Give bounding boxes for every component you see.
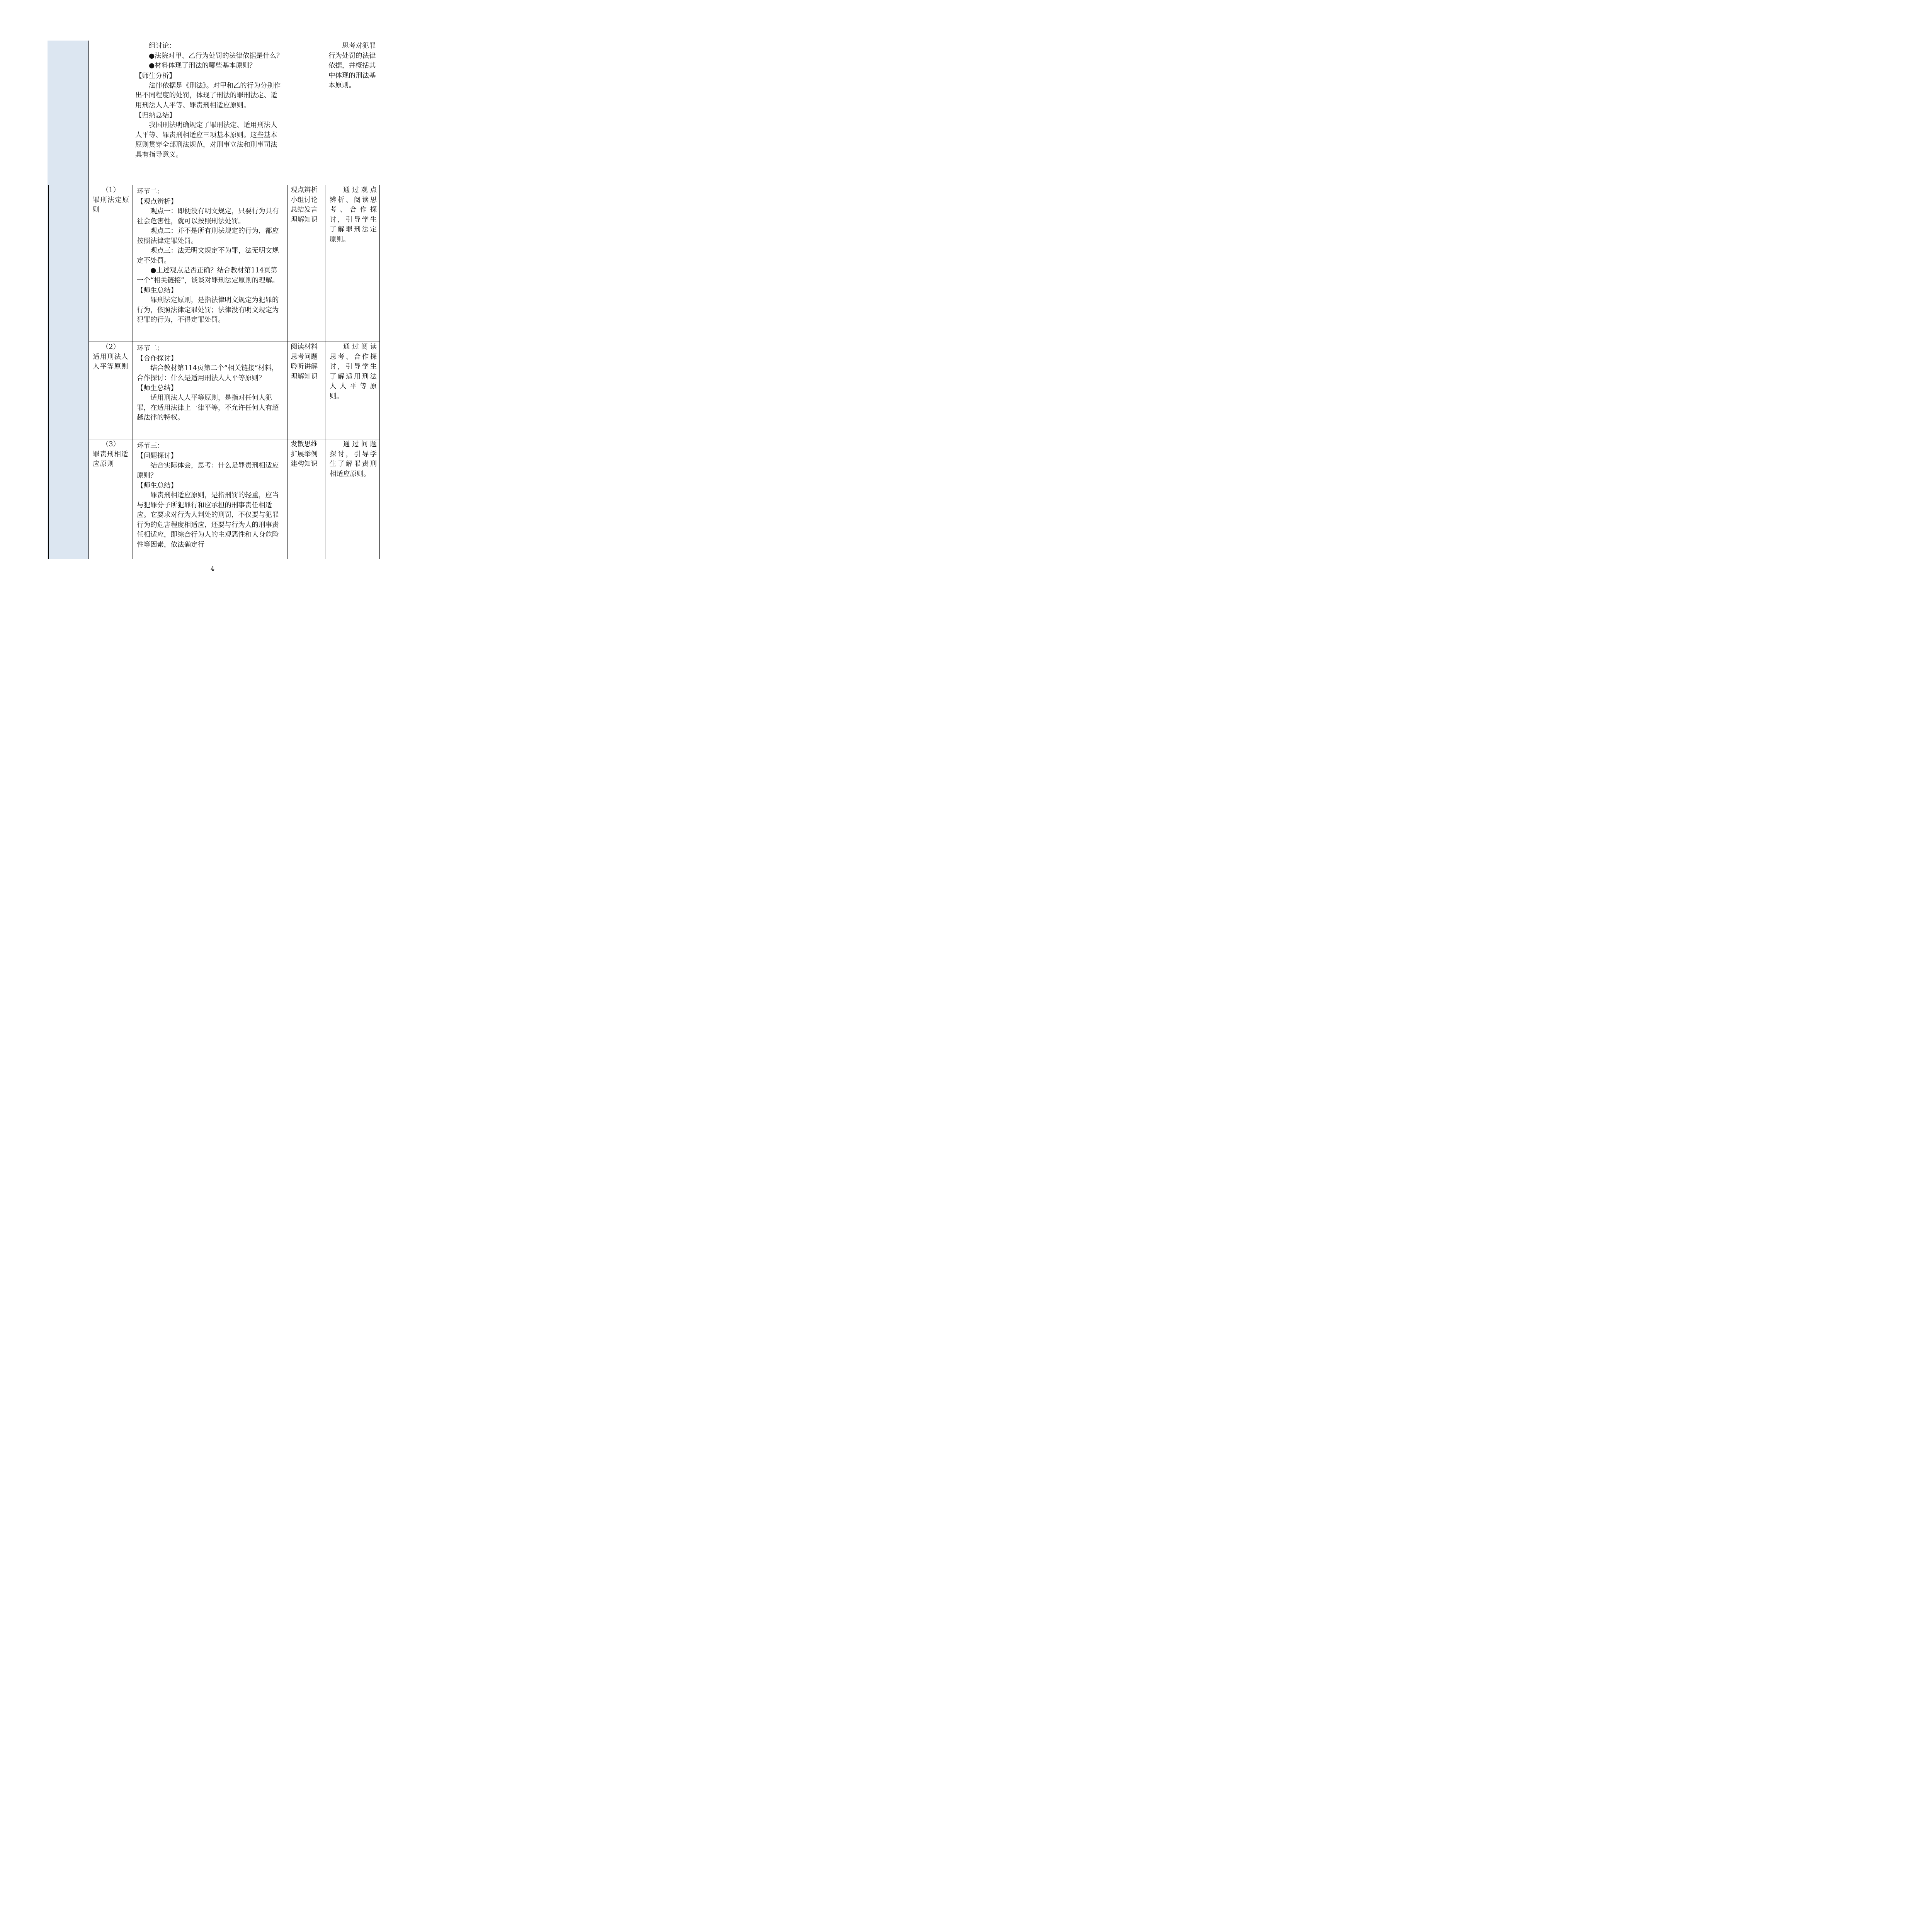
row2-stage: 环节二： bbox=[137, 345, 164, 352]
row3-activity-cell bbox=[291, 440, 322, 469]
row1-topic-number: （1） bbox=[102, 186, 120, 194]
row3-topic-number: （3） bbox=[102, 440, 120, 448]
row1-paragraph: 观点二：并不是所有刑法规定的行为，都应按照法律定罪处罚。 bbox=[137, 227, 279, 245]
row2-paragraph: 结合教材第114页第二个“相关链接”材料，合作探讨：什么是适用刑法人人平等原则？ bbox=[137, 364, 279, 382]
row2-topic-name: 适用刑法人人平等原则 bbox=[93, 353, 129, 371]
group-discussion-line: 组讨论： bbox=[149, 42, 176, 50]
summary-heading: 【归纳总结】 bbox=[135, 112, 176, 119]
row1-activity-item: 理解知识 bbox=[291, 216, 318, 224]
row3-topic-name: 罪责刑相适应原则 bbox=[93, 450, 129, 468]
row3-activity-item: 发散思维 bbox=[291, 440, 318, 448]
row1-activity-item: 观点辨析 bbox=[291, 186, 318, 194]
row1-paragraph: 观点三：法无明文规定不为罪，法无明文规定不处罚。 bbox=[137, 247, 279, 265]
row1-summary: 罪刑法定原则，是指法律明文规定为犯罪的行为，依照法律定罪处罚；法律没有明文规定为犯罪的行为，不得定罪处罚。 bbox=[137, 296, 279, 324]
row3-activity-item: 扩展举例 bbox=[291, 450, 318, 458]
row3-activity-item: 建构知识 bbox=[291, 460, 318, 468]
row1-paragraph: ●上述观点是否正确？结合教材第114页第一个“相关链接”，谈谈对罪刑法定原则的理解。 bbox=[137, 267, 279, 284]
row2-heading-1: 【合作探讨】 bbox=[137, 355, 177, 362]
row1-stage: 环节二： bbox=[137, 188, 164, 196]
question-2: ●材料体现了刑法的哪些基本原则？ bbox=[149, 62, 256, 70]
row1-topic-name: 罪刑法定原则 bbox=[93, 196, 129, 214]
row2-topic-number: （2） bbox=[102, 343, 120, 351]
row3-heading-1: 【问题探讨】 bbox=[137, 452, 177, 460]
row1-content-cell bbox=[137, 187, 284, 325]
row2-activity-item: 理解知识 bbox=[291, 372, 318, 381]
row3-content-cell bbox=[137, 441, 284, 550]
row1-heading-2: 【师生总结】 bbox=[137, 287, 177, 294]
page-number: 4 bbox=[210, 565, 215, 572]
row2-purpose-cell bbox=[330, 342, 377, 401]
top-purpose-text: 思考对犯罪行为处罚的法律依据，并概括其中体现的刑法基本原则。 bbox=[328, 42, 376, 89]
question-1: ●法院对甲、乙行为处罚的法律依据是什么？ bbox=[149, 52, 283, 60]
row2-heading-2: 【师生总结】 bbox=[137, 384, 177, 392]
row3-stage: 环节三： bbox=[137, 442, 164, 450]
row1-paragraph: 观点一：即便没有明文规定，只要行为具有社会危害性，就可以按照刑法处罚。 bbox=[137, 207, 279, 225]
row3-heading-2: 【师生总结】 bbox=[137, 482, 177, 490]
row3-paragraph: 结合实际体会，思考：什么是罪责刑相适应原则？ bbox=[137, 462, 279, 480]
row2-purpose: 通过阅读思考、合作探讨，引导学生了解适用刑法人人平等原则。 bbox=[330, 343, 377, 400]
summary-paragraph: 我国刑法明确规定了罪刑法定、适用刑法人人平等、罪责刑相适应三项基本原则。这些基本原则贯穿全部刑法规范，对刑事立法和刑事司法具有指导意义。 bbox=[135, 121, 277, 159]
sidebar-shading bbox=[48, 41, 88, 559]
top-purpose-cell bbox=[328, 41, 376, 91]
row2-activity-item: 阅读材料 bbox=[291, 343, 318, 351]
row1-purpose-cell bbox=[330, 185, 377, 245]
row2-summary: 适用刑法人人平等原则，是指对任何人犯罪，在适用法律上一律平等，不允许任何人有超越法律的特权。 bbox=[137, 394, 279, 422]
row1-activity-item: 小组讨论 bbox=[291, 196, 318, 204]
row2-content-cell bbox=[137, 344, 284, 423]
row2-activity-cell bbox=[291, 342, 322, 382]
row2-activity-item: 思考问题 bbox=[291, 353, 318, 361]
row1-activity-item: 总结发言 bbox=[291, 206, 318, 214]
row3-topic-cell bbox=[93, 440, 129, 469]
row3-summary: 罪责刑相适应原则，是指刑罚的轻重，应当与犯罪分子所犯罪行和应承担的刑事责任相适应。它要求对行为人判处的刑罚，不仅要与犯罪行为的危害程度相适应，还要与行为人的刑事责任相适应，即综合行为人的主观恶性和人身危险性等因素，依法确定行 bbox=[137, 492, 279, 549]
row2-topic-cell bbox=[93, 342, 129, 372]
row1-purpose: 通过观点辨析、阅读思考、合作探讨，引导学生了解罪刑法定原则。 bbox=[330, 186, 377, 243]
top-content-cell bbox=[135, 41, 284, 160]
row3-purpose-cell bbox=[330, 440, 377, 479]
analysis-heading: 【师生分析】 bbox=[135, 72, 176, 80]
analysis-paragraph: 法律依据是《刑法》。对甲和乙的行为分别作出不同程度的处罚，体现了刑法的罪刑法定、适用刑法人人平等、罪责刑相适应原则。 bbox=[135, 82, 281, 109]
row2-activity-item: 聆听讲解 bbox=[291, 363, 318, 371]
row1-activity-cell bbox=[291, 185, 322, 225]
row3-purpose: 通过问题探讨，引导学生了解罪责刑相适应原则。 bbox=[330, 440, 377, 478]
row1-heading-1: 【观点辨析】 bbox=[137, 198, 177, 206]
row1-topic-cell bbox=[93, 185, 129, 215]
